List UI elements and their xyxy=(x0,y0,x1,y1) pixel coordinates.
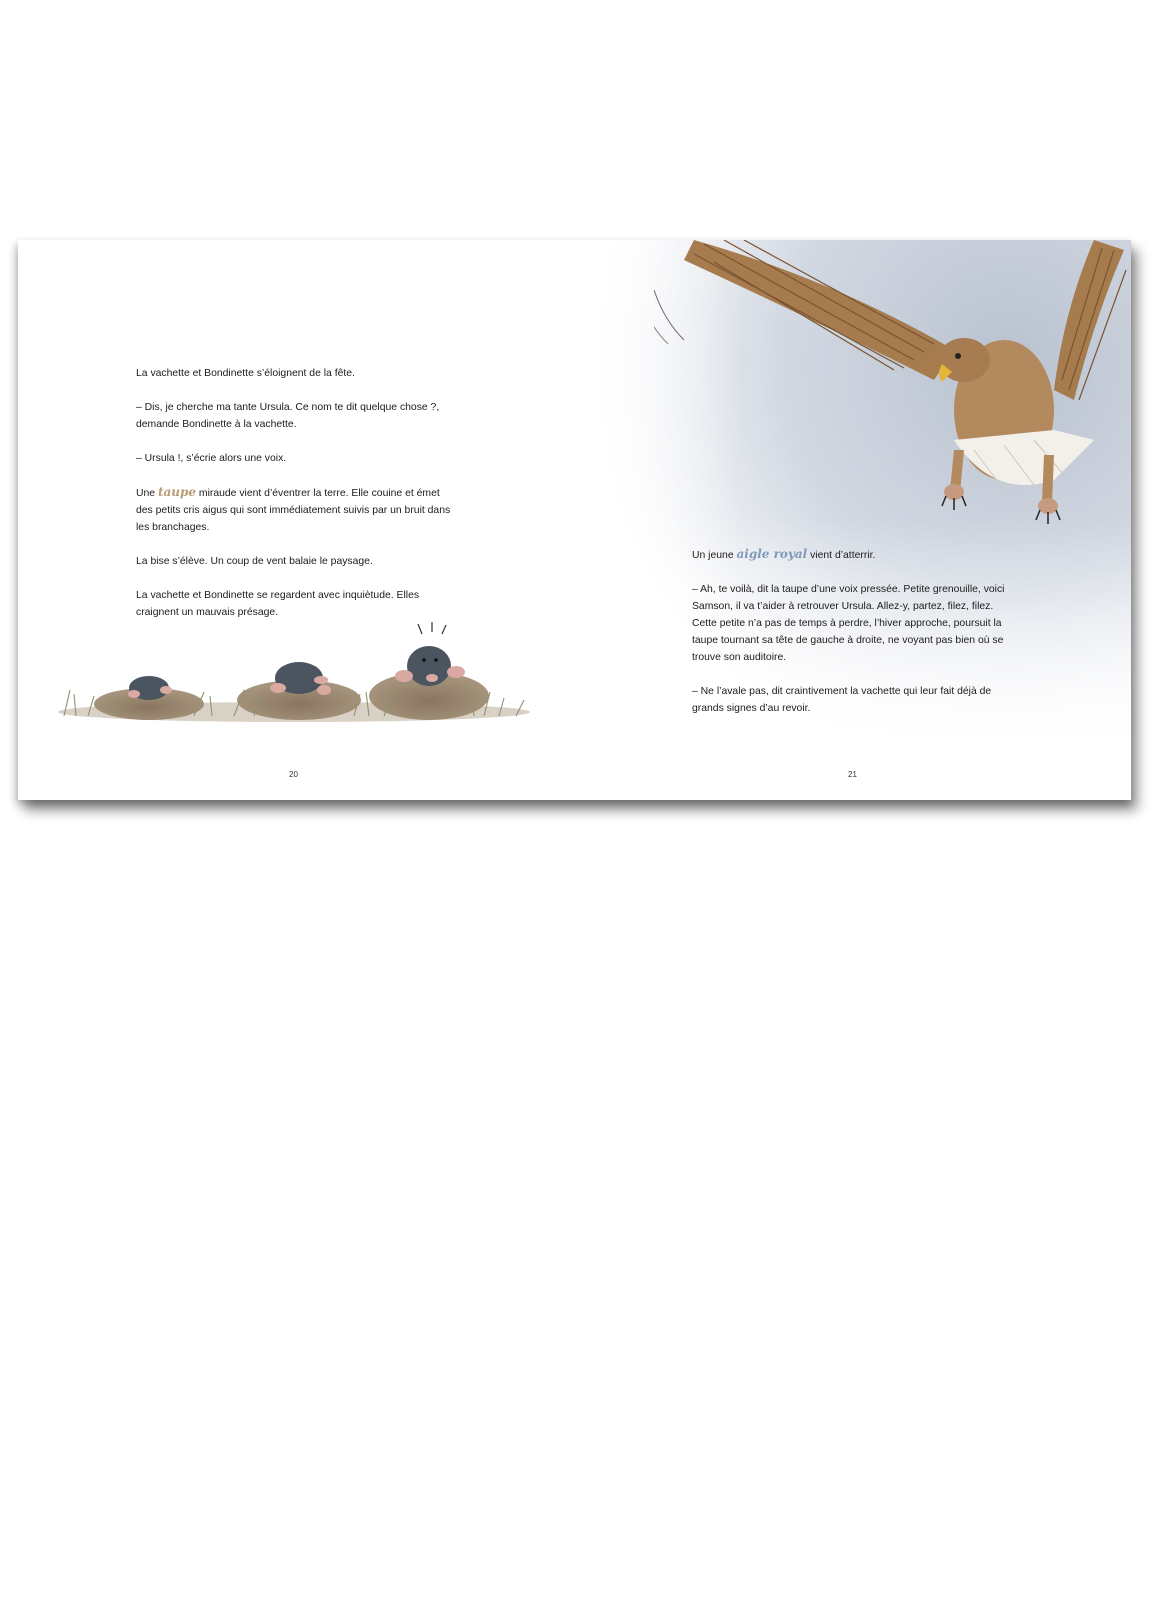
paragraph-text: Un jeune xyxy=(692,550,737,561)
paragraph-text: miraude vient d’éventrer la terre. Elle couine et émet des petits cris aigus qui sont immédiatement suivis par un bruit dans les branchages. xyxy=(136,488,451,533)
paragraph xyxy=(136,484,456,536)
paragraph: – Ne l’avale pas, dit craintivement la vachette qui leur fait déjà de grands signes d’au revoir. xyxy=(692,686,992,714)
eagle-illustration xyxy=(654,240,1131,530)
left-page xyxy=(18,240,574,800)
paragraph: – Dis, je cherche ma tante Ursula. Ce nom te dit quelque chose ?, demande Bondinette à la vachette. xyxy=(136,402,440,430)
paragraph xyxy=(692,546,1012,564)
page-number-left: 20 xyxy=(289,770,298,779)
book-spread xyxy=(18,240,1131,800)
paragraph: – Ursula !, s’écrie alors une voix. xyxy=(136,453,287,464)
paragraph: La vachette et Bondinette se regardent avec inquiètude. Elles craignent un mauvais présage. xyxy=(136,590,420,618)
paragraph-text: Une xyxy=(136,488,158,499)
highlight-word-aigle-royal: aigle royal xyxy=(736,547,808,561)
right-page xyxy=(574,240,1131,800)
page-number-right: 21 xyxy=(848,770,857,779)
right-page-text xyxy=(692,546,1012,734)
paragraph: La vachette et Bondinette s’éloignent de la fête. xyxy=(136,368,355,379)
highlight-word-taupe: taupe xyxy=(157,485,197,499)
paragraph: – Ah, te voilà, dit la taupe d’une voix pressée. Petite grenouille, voici Samson, il va t’aider à retrouver Ursula. Allez-y, partez, filez, filez. Cette petite n’a pas de temps à perdre, l’hiver approche, poursuit la taupe tournant sa tête de gauche à droite, ne voyant pas bien où se trouve son auditoire. xyxy=(692,584,1005,663)
paragraph-text: vient d’atterrir. xyxy=(807,550,876,561)
paragraph: La bise s’élève. Un coup de vent balaie le paysage. xyxy=(136,556,373,567)
left-page-text xyxy=(136,365,456,638)
moles-illustration xyxy=(54,620,534,730)
